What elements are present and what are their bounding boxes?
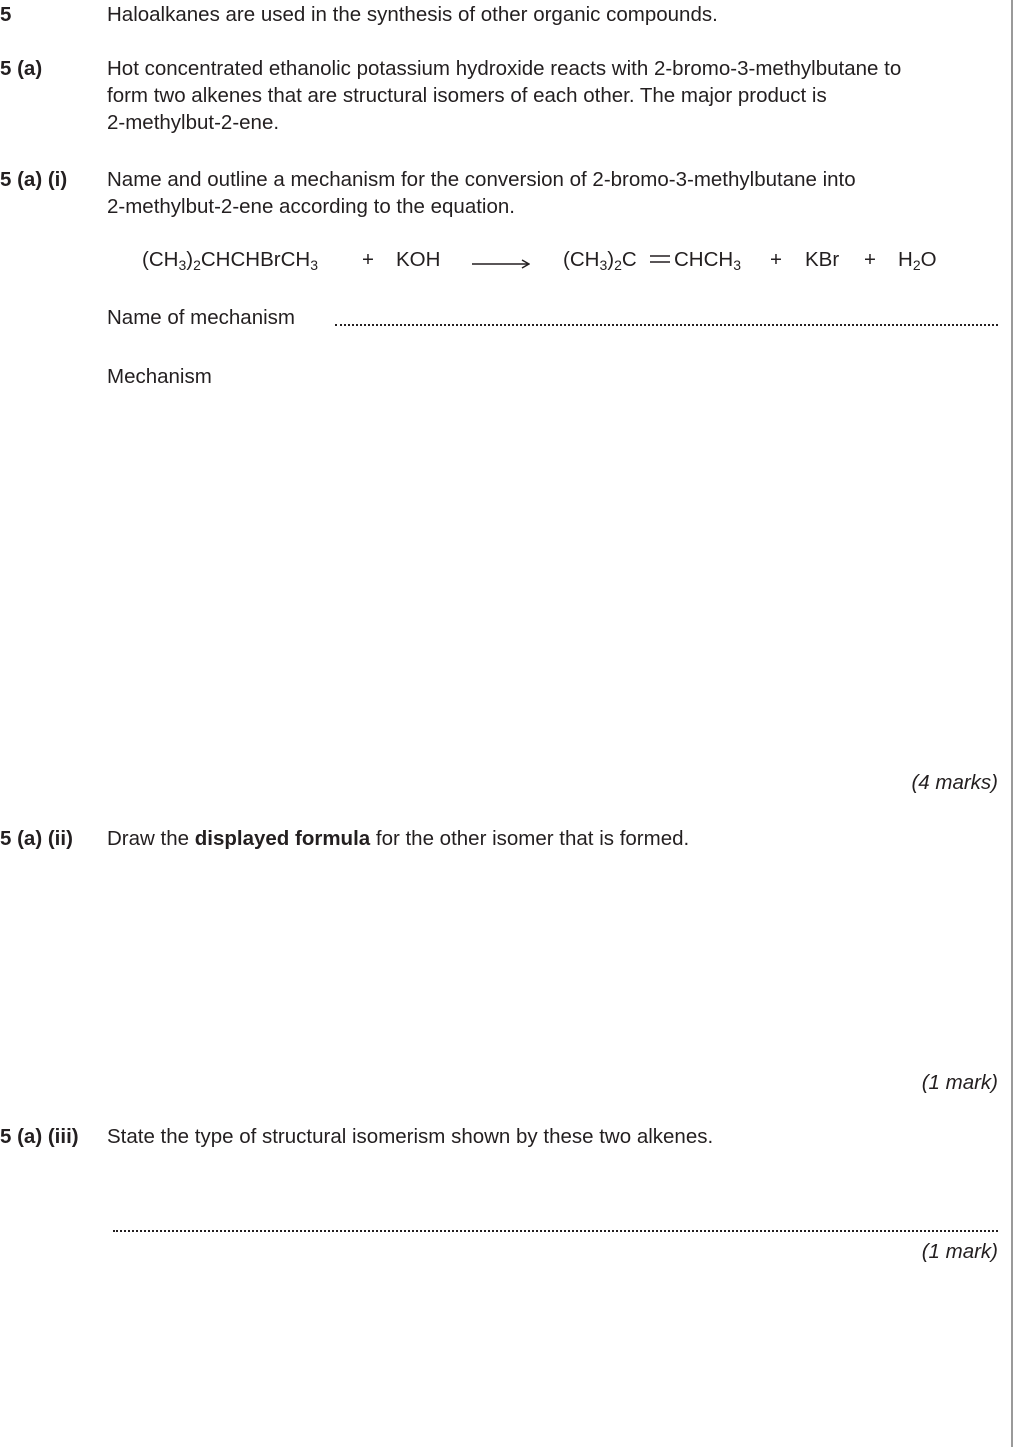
name-of-mechanism-label: Name of mechanism — [107, 306, 295, 329]
question-5aii-text: Draw the displayed formula for the other isomer that is formed. — [107, 827, 690, 850]
question-5ai-marks: (4 marks) — [911, 771, 998, 794]
equation-plus-2: + — [770, 248, 782, 271]
question-5-number: 5 — [0, 3, 12, 26]
isomerism-type-answer-line[interactable] — [113, 1226, 998, 1232]
question-5ai-line-1: Name and outline a mechanism for the conversion of 2-bromo-3-methylbutane into — [107, 168, 856, 191]
name-of-mechanism-answer-line[interactable] — [335, 320, 998, 326]
equation-product-alkene-left: $(CH_3)_2C$ — [563, 248, 637, 273]
question-5aiii-text: State the type of structural isomerism shown by these two alkenes. — [107, 1125, 714, 1148]
question-5a-line-2: form two alkenes that are structural isomers of each other. The major product is — [107, 84, 827, 107]
reaction-arrow-icon — [472, 259, 530, 269]
question-5-intro: Haloalkanes are used in the synthesis of other organic compounds. — [107, 3, 718, 26]
equation-plus-1: + — [362, 248, 374, 271]
question-5ai-number: 5 (a) (i) — [0, 168, 68, 191]
displayed-formula-answer-area[interactable] — [107, 860, 997, 1060]
page-right-border — [1011, 0, 1013, 1447]
double-bond-icon — [649, 254, 671, 264]
equation-product-alkene-right: $CHCH_3$ — [674, 248, 742, 273]
question-5ai-line-2: 2-methylbut-2-ene according to the equation. — [107, 195, 515, 218]
mechanism-label: Mechanism — [107, 365, 212, 388]
equation-product-water: $H_2O$ — [898, 248, 937, 273]
mechanism-answer-area[interactable] — [107, 395, 997, 755]
question-5aiii-marks: (1 mark) — [921, 1240, 998, 1263]
question-5aii-marks: (1 mark) — [921, 1071, 998, 1094]
equation-reactant-koh: KOH — [396, 248, 441, 271]
equation-plus-3: + — [864, 248, 876, 271]
question-5a-line-1: Hot concentrated ethanolic potassium hydroxide reacts with 2-bromo-3-methylbutane to — [107, 57, 902, 80]
equation-reactant-bromoalkane: $(CH_3)_2CHCHBrCH_3$ — [142, 248, 318, 273]
question-5aiii-number: 5 (a) (iii) — [0, 1125, 79, 1148]
equation-product-kbr: KBr — [805, 248, 840, 271]
question-5a-line-3: 2-methylbut-2-ene. — [107, 111, 280, 134]
question-5a-number: 5 (a) — [0, 57, 43, 80]
question-5aii-number: 5 (a) (ii) — [0, 827, 73, 850]
